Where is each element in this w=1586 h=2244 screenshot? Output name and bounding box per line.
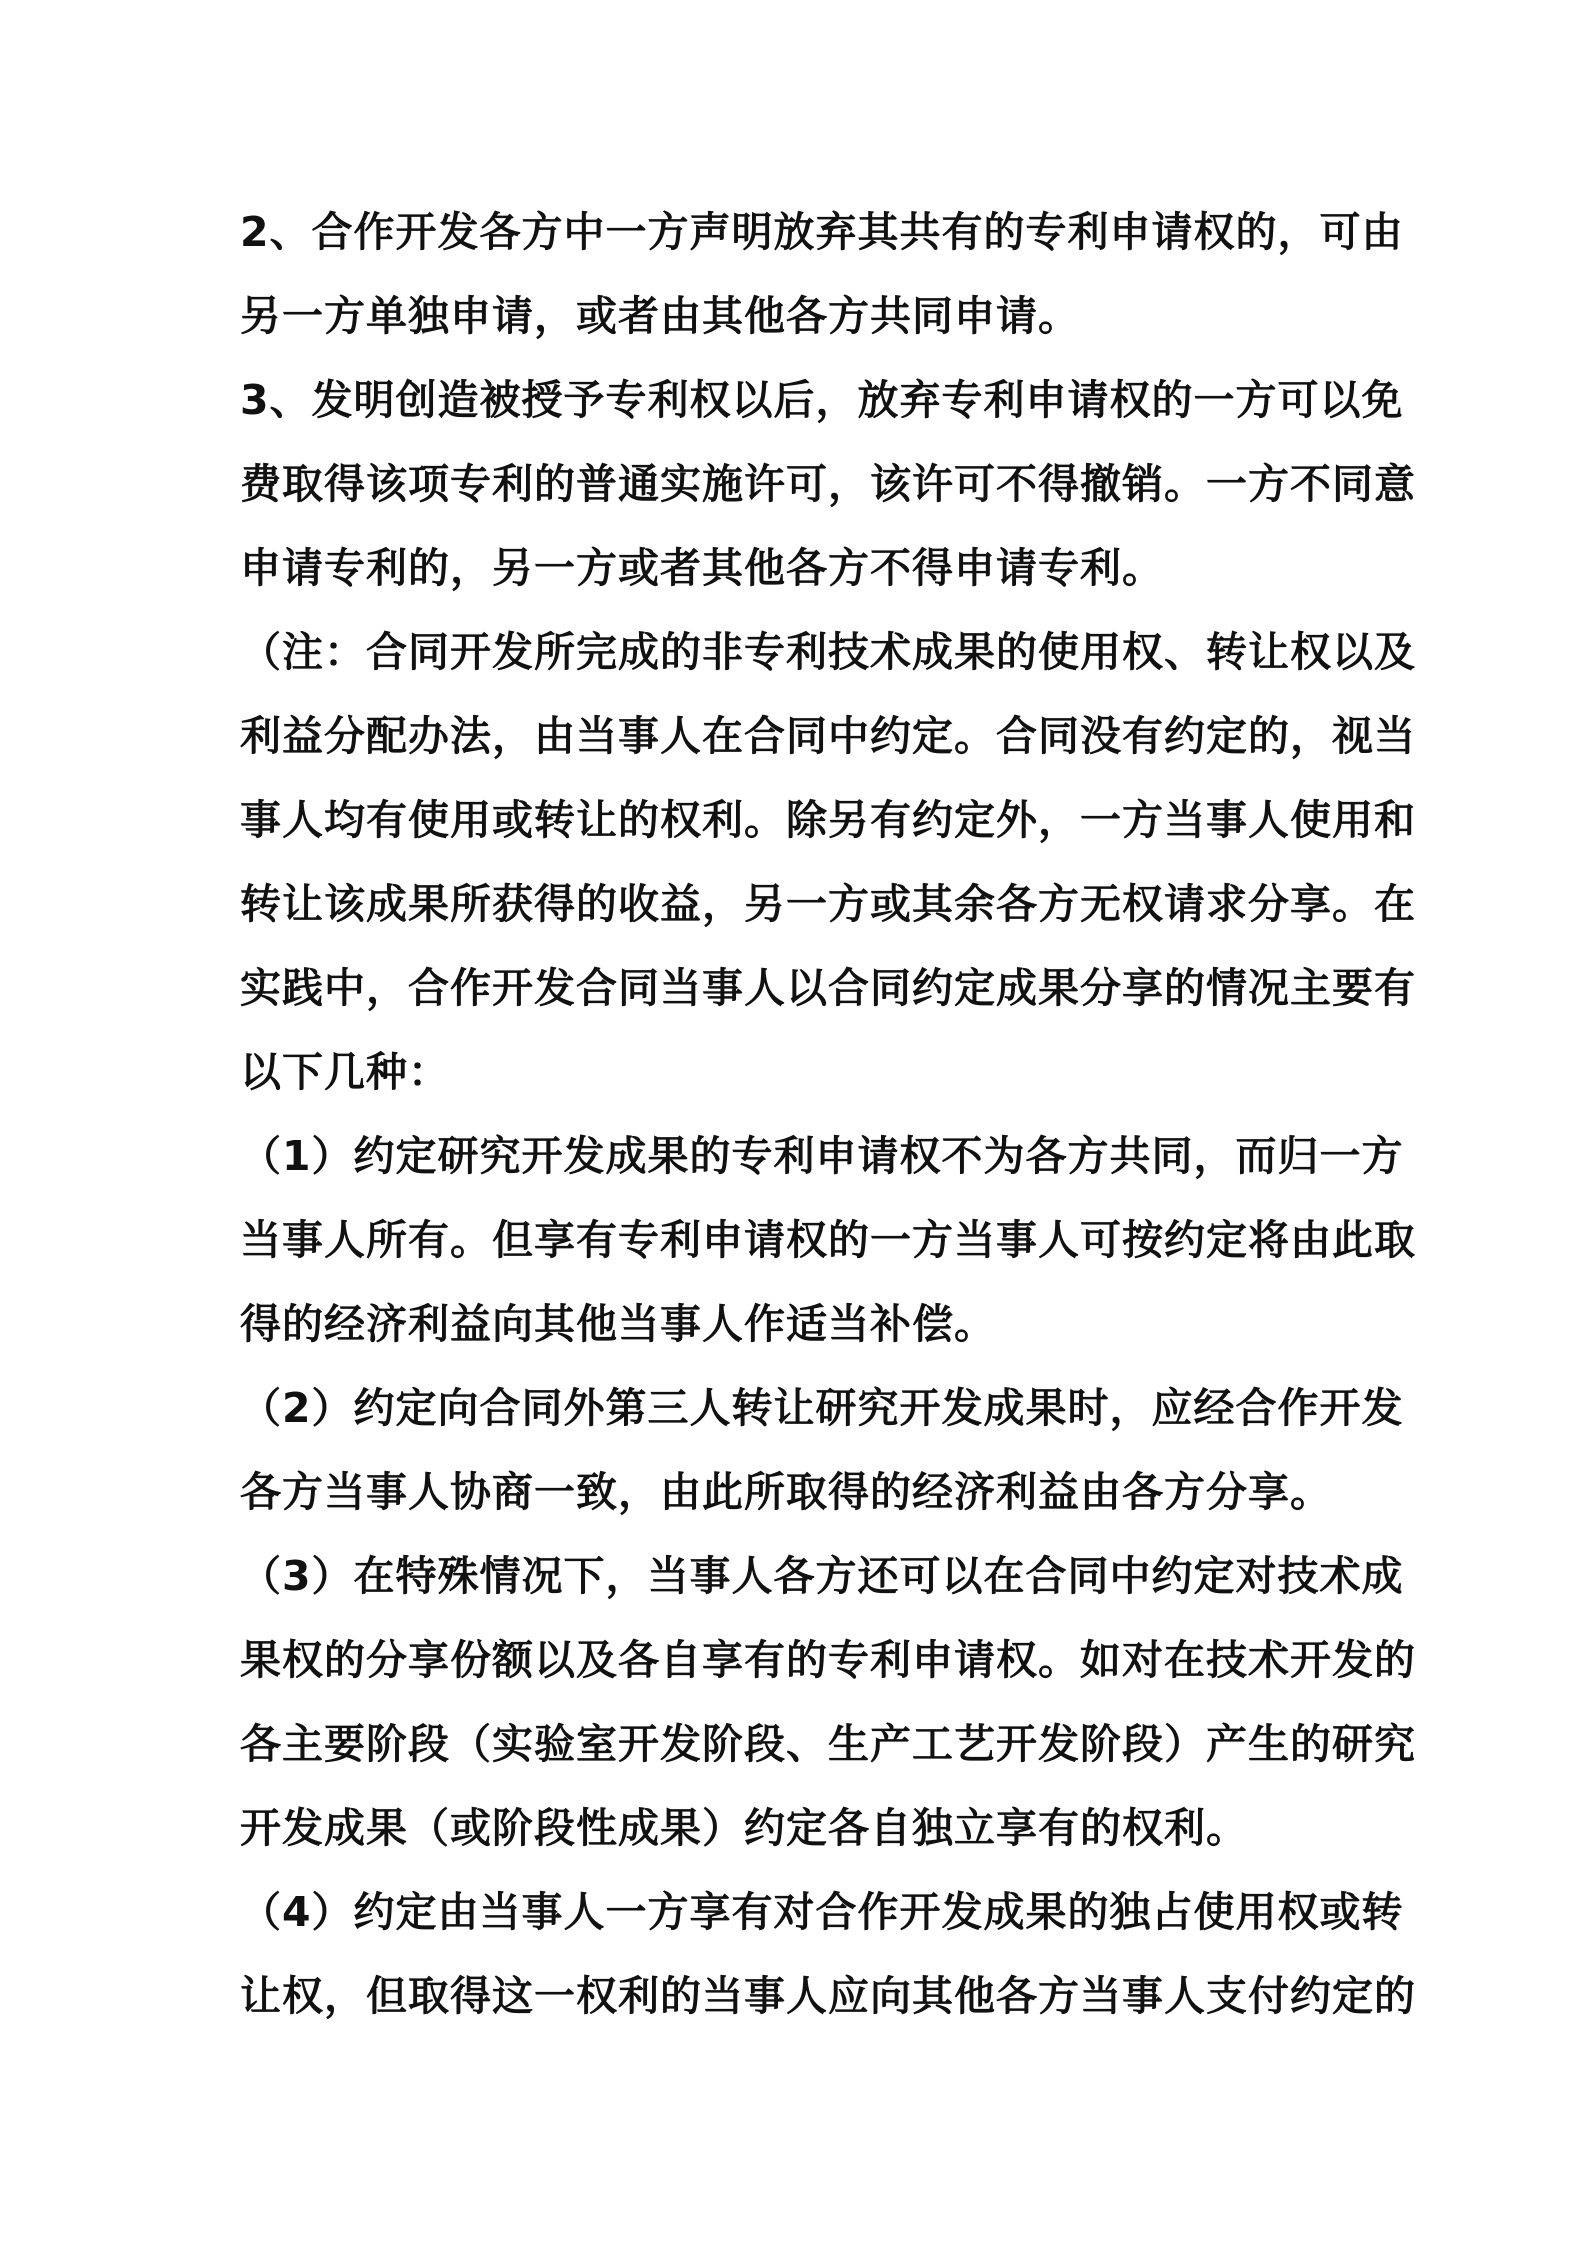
text-line: （3）在特殊情况下，当事人各方还可以在合同中约定对技术成 [240,1552,1404,1600]
text-line: 利益分配办法，由当事人在合同中约定。合同没有约定的，视当 [240,712,1416,760]
text-line: 事人均有使用或转让的权利。除另有约定外，一方当事人使用和 [240,796,1416,844]
text-line: 转让该成果所获得的收益，另一方或其余各方无权请求分享。在 [240,880,1416,928]
text-line: 当事人所有。但享有专利申请权的一方当事人可按约定将由此取 [240,1216,1416,1264]
text-line: （2）约定向合同外第三人转让研究开发成果时，应经合作开发 [240,1384,1404,1432]
text-line: 另一方单独申请，或者由其他各方共同申请。 [240,292,1080,340]
text-line: （注：合同开发所完成的非专利技术成果的使用权、转让权以及 [240,628,1416,676]
text-line: 费取得该项专利的普通实施许可，该许可不得撤销。一方不同意 [240,460,1416,508]
text-line: 以下几种： [240,1048,450,1096]
text-line: 让权，但取得这一权利的当事人应向其他各方当事人支付约定的 [240,1972,1416,2020]
text-line: （4）约定由当事人一方享有对合作开发成果的独占使用权或转 [240,1888,1404,1936]
text-line: 实践中，合作开发合同当事人以合同约定成果分享的情况主要有 [240,964,1416,1012]
text-line: 开发成果（或阶段性成果）约定各自独立享有的权利。 [240,1804,1248,1852]
text-line: 各主要阶段（实验室开发阶段、生产工艺开发阶段）产生的研究 [240,1720,1416,1768]
document-page [240,190,1416,2038]
text-line: 果权的分享份额以及各自享有的专利申请权。如对在技术开发的 [240,1636,1416,1684]
text-line: 3、发明创造被授予专利权以后，放弃专利申请权的一方可以免 [240,376,1404,424]
text-line: 各方当事人协商一致，由此所取得的经济利益由各方分享。 [240,1468,1332,1516]
text-line: （1）约定研究开发成果的专利申请权不为各方共同，而归一方 [240,1132,1404,1180]
text-line: 2、合作开发各方中一方声明放弃其共有的专利申请权的，可由 [240,208,1404,256]
text-line: 得的经济利益向其他当事人作适当补偿。 [240,1300,996,1348]
text-line: 申请专利的，另一方或者其他各方不得申请专利。 [240,544,1164,592]
